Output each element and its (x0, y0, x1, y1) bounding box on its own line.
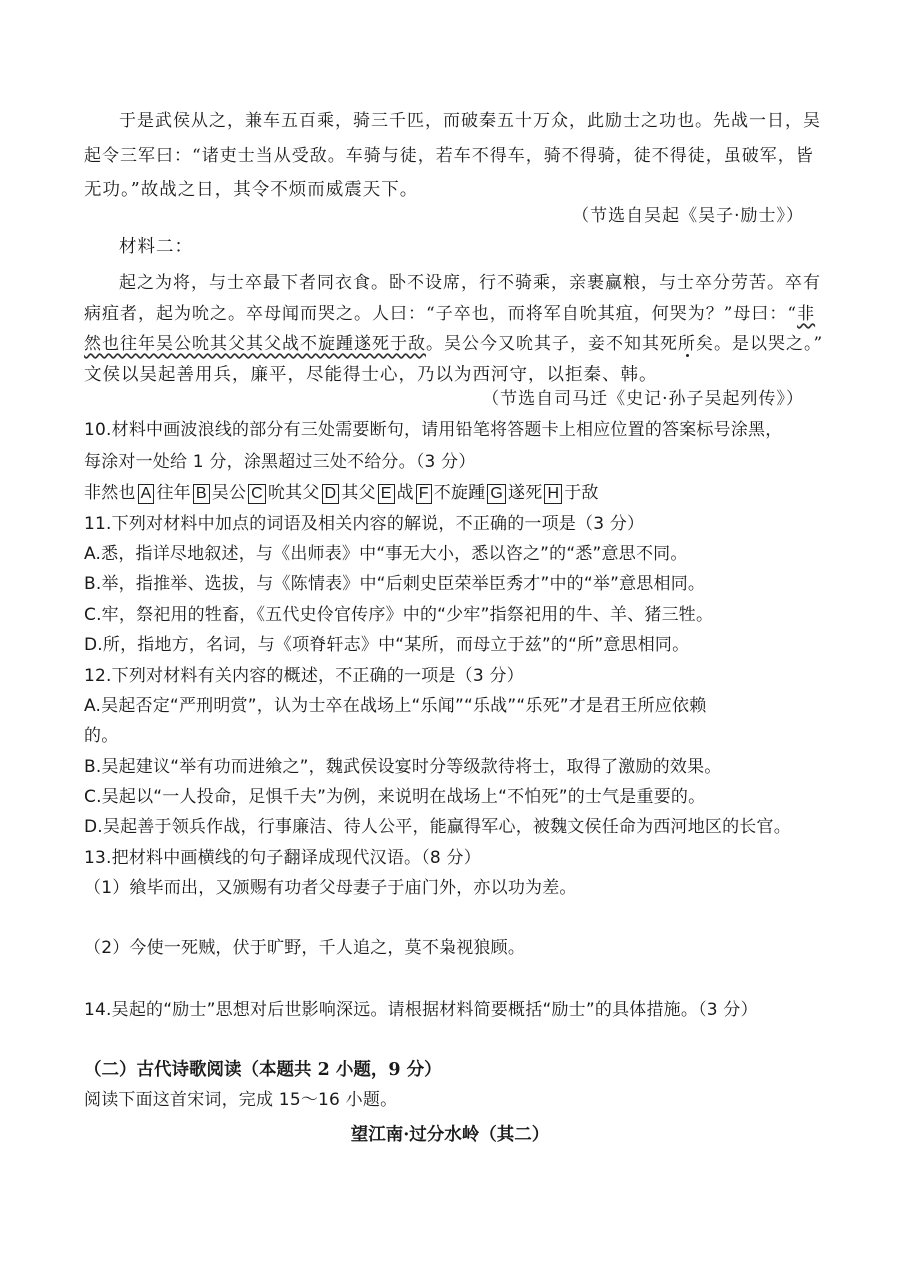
q10-segment: 吴公 (211, 483, 247, 503)
wavy-underline-start: 非 (797, 304, 816, 324)
q13-sentence-1: （1）飨毕而出，又颁赐有功者父母妻子于庙门外，亦以功为差。 (84, 878, 577, 898)
q10-option-box[interactable]: C (248, 484, 266, 504)
q10-segment: 非然也 (84, 483, 136, 503)
material2-line-3-text-a: 。吴公今又吮其子，妾不知其死 (426, 334, 678, 354)
material1-line-2: 起令三军曰：“诸吏士当从受敌。车骑与徒，若车不得车，骑不得骑，徒不得徒，虽破军，皆 (84, 146, 814, 166)
q10-segment: 遂死 (508, 483, 543, 503)
q10-segment: 于敌 (564, 483, 599, 503)
material2-line-2 (84, 297, 824, 331)
q14-stem: 14.吴起的“励士”思想对后世影响深远。请根据材料简要概括“励士”的具体措施。（3 分） (84, 1000, 758, 1020)
material2-line-4: 文侯以吴起善用兵，廉平，尽能得士心，乃以为西河守，以拒秦、韩。 (84, 365, 658, 385)
material2-line-1: 起之为将，与士卒最下者同衣食。卧不设席，行不骑乘，亲裹赢粮，与士卒分劳苦。卒有 (119, 273, 821, 293)
q10-options (84, 476, 824, 510)
q12-option-c: C.吴起以“一人投命，足惧千夫”为例，来说明在战场上“不怕死”的士气是重要的。 (84, 787, 706, 807)
q10-option-box[interactable]: E (378, 484, 395, 504)
q12-stem: 12.下列对材料有关内容的概述，不正确的一项是（3 分） (84, 666, 524, 686)
wavy-underline-passage: 然也往年吴公吮其父其父战不旋踵遂死于敌 (84, 334, 426, 354)
q10-stem-line-1: 10.材料中画波浪线的部分有三处需要断句，请用铅笔将答题卡上相应位置的答案标号涂黑， (84, 420, 783, 440)
dotted-word-suo: 所 (678, 334, 696, 354)
material2-source: （节选自司马迁《史记·孙子吴起列传》） (482, 389, 804, 409)
q10-option-box[interactable]: F (416, 484, 432, 504)
material2-line-3 (84, 327, 824, 361)
q11-option-b: B.举，指推举、选拔，与《陈情表》中“后刺史臣荣举臣秀才”中的“举”意思相同。 (84, 574, 706, 594)
q10-segment: 不旋踵 (433, 483, 486, 503)
q12-option-a-line-2: 的。 (84, 726, 119, 746)
q10-option-box[interactable]: G (487, 484, 506, 504)
q13-stem: 13.把材料中画横线的句子翻译成现代汉语。（8 分） (84, 848, 481, 868)
material2-line-2-text: 病疽者，起为吮之。卒母闻而哭之。人曰：“子卒也，而将军自吮其疽，何哭为？”母曰：“ (84, 304, 798, 324)
material2-line-3-text-b: 矣。是以哭之。” (696, 334, 824, 354)
q11-option-c: C.牢，祭祀用的牲畜，《五代史伶官传序》中的“少牢”指祭祀用的牛、羊、猪三牲。 (84, 605, 714, 625)
section2-heading: （二）古代诗歌阅读（本题共 2 小题，9 分） (84, 1060, 442, 1080)
poem-title: 望江南·过分水岭（其二） (350, 1125, 550, 1145)
q10-segment: 战 (396, 483, 414, 503)
q12-option-d: D.吴起善于领兵作战，行事廉洁、待人公平，能赢得军心，被魏文侯任命为西河地区的长官。 (84, 817, 791, 837)
q10-option-box[interactable]: B (193, 484, 210, 504)
q10-option-box[interactable]: A (138, 484, 155, 504)
q11-option-d: D.所，指地方，名词，与《项脊轩志》中“某所，而母立于兹”的“所”意思相同。 (84, 635, 690, 655)
q10-option-box[interactable]: D (322, 484, 340, 504)
q10-option-box[interactable]: H (544, 484, 562, 504)
q11-option-a: A.悉，指详尽地叙述，与《出师表》中“事无大小，悉以咨之”的“悉”意思不同。 (84, 544, 688, 564)
q12-option-b: B.吴起建议“举有功而进飨之”，魏武侯设宴时分等级款待将士，取得了激励的效果。 (84, 757, 722, 777)
material1-source: （节选自吴起《吴子·励士》） (572, 206, 804, 226)
q12-option-a-line-1: A.吴起否定“严刑明赏”，认为士卒在战场上“乐闻”“乐战”“乐死”才是君王所应依赖 (84, 696, 707, 716)
material1-line-3: 无功。”故战之日，其令不烦而威震天下。 (84, 180, 419, 200)
q11-stem: 11.下列对材料中加点的词语及相关内容的解说，不正确的一项是（3 分） (84, 514, 645, 534)
material1-line-1: 于是武侯从之，兼车五百乘，骑三千匹，而破秦五十万众，此励士之功也。先战一日，吴 (119, 111, 821, 131)
q13-sentence-2: （2）今使一死贼，伏于旷野，千人追之，莫不枭视狼顾。 (84, 938, 526, 958)
q10-stem-line-2: 每涂对一处给 1 分，涂黑超过三处不给分。（3 分） (84, 452, 476, 472)
q10-segment: 吮其父 (267, 483, 320, 503)
q10-segment: 往年 (156, 483, 191, 503)
material2-heading: 材料二： (119, 237, 193, 257)
q10-segment: 其父 (341, 483, 376, 503)
section2-intro: 阅读下面这首宋词，完成 15～16 小题。 (84, 1090, 398, 1110)
